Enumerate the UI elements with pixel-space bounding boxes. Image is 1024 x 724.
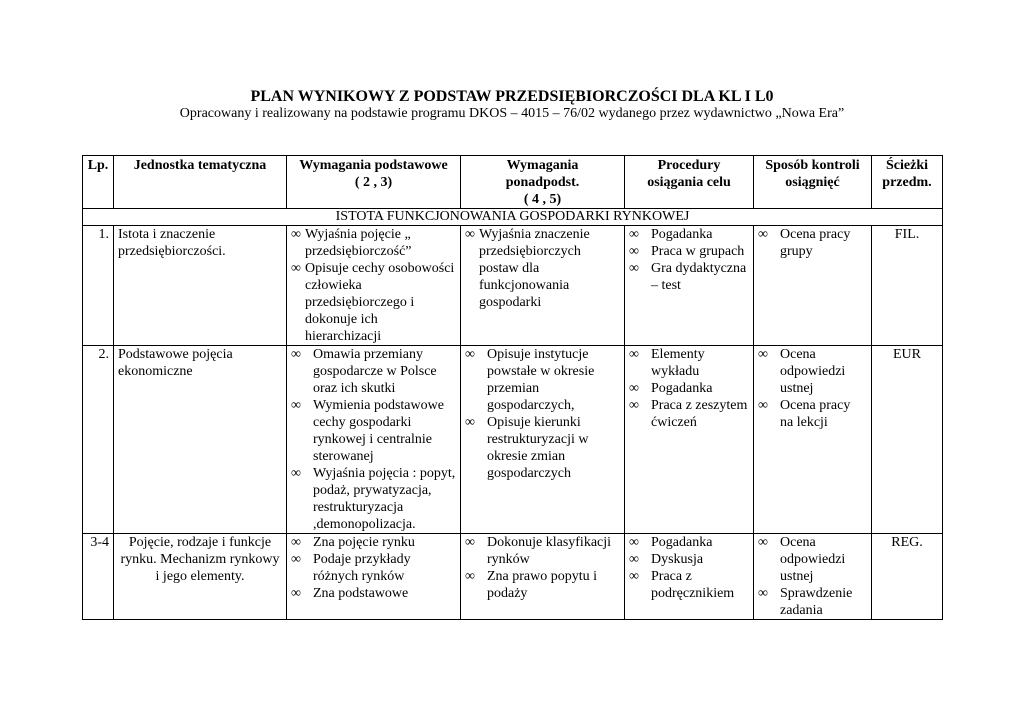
list-item: ∞ Pogadanka [629, 535, 713, 550]
list-item: ∞ Praca z podręcznikiem [629, 569, 735, 601]
infinity-bullet-icon: ∞ [291, 261, 301, 276]
header-row [83, 156, 943, 209]
section-title: ISTOTA FUNKCJONOWANIA GOSPODARKI RYNKOWEJ [83, 209, 943, 226]
row-advanced-requirements [461, 534, 625, 620]
document-subtitle: Opracowany i realizowany na podstawie programu DKOS – 4015 – 76/02 wydanego przez wydawnictwo „Nowa Era” [179, 106, 845, 121]
list-item: ∞ Zna pojęcie rynku [291, 535, 415, 550]
infinity-bullet-icon: ∞ [465, 535, 475, 550]
infinity-bullet-icon: ∞ [291, 227, 301, 242]
list-item: ∞ Gra dydaktyczna – test [629, 261, 747, 293]
infinity-bullet-icon: ∞ [465, 347, 475, 362]
infinity-bullet-icon: ∞ [629, 347, 639, 362]
infinity-bullet-icon: ∞ [629, 227, 639, 242]
plan-table [82, 155, 943, 620]
row-path: EUR [872, 346, 943, 534]
row-control [754, 534, 872, 620]
row-procedures [625, 346, 754, 534]
infinity-bullet-icon: ∞ [465, 415, 475, 430]
list-item: ∞ Praca w grupach [629, 244, 745, 259]
row-topic: Podstawowe pojęcia ekonomiczne [114, 346, 287, 534]
infinity-bullet-icon: ∞ [291, 398, 301, 413]
header-lp: Lp. [83, 156, 114, 209]
infinity-bullet-icon: ∞ [629, 244, 639, 259]
table-row [83, 534, 943, 620]
row-basic-requirements [287, 534, 461, 620]
header-control: Sposób kontroli osiągnięć [754, 156, 872, 209]
header-basic-requirements: Wymagania podstawowe ( 2 , 3) [287, 156, 461, 209]
header-paths: Ścieżki przedm. [872, 156, 943, 209]
list-item: ∞ Ocena pracy na lekcji [758, 398, 851, 430]
row-procedures [625, 226, 754, 346]
list-item: ∞ Ocena odpowiedzi ustnej [758, 535, 846, 584]
row-lp: 1. [83, 226, 114, 346]
row-path: FIL. [872, 226, 943, 346]
infinity-bullet-icon: ∞ [758, 398, 768, 413]
row-advanced-requirements [461, 346, 625, 534]
row-advanced-requirements [461, 226, 625, 346]
row-path: REG. [872, 534, 943, 620]
list-item: ∞ Podaje przykłady różnych rynków [291, 552, 411, 584]
list-item: ∞ Zna prawo popytu i podaży [465, 569, 598, 601]
list-item: ∞ Ocena odpowiedzi ustnej [758, 347, 846, 396]
list-item: ∞ Opisuje cechy osobowości człowieka przedsiębiorczego i dokonuje ich hierarchizacji [291, 261, 455, 344]
infinity-bullet-icon: ∞ [465, 227, 475, 242]
infinity-bullet-icon: ∞ [758, 347, 768, 362]
infinity-bullet-icon: ∞ [291, 535, 301, 550]
infinity-bullet-icon: ∞ [758, 586, 768, 601]
list-item: ∞ Wyjaśnia pojęcia : popyt, podaż, prywatyzacja, restrukturyzacja ,demonopolizacja. [291, 466, 456, 532]
infinity-bullet-icon: ∞ [629, 535, 639, 550]
table-row [83, 226, 943, 346]
list-item: ∞ Zna podstawowe [291, 586, 409, 601]
row-procedures [625, 534, 754, 620]
infinity-bullet-icon: ∞ [629, 569, 639, 584]
infinity-bullet-icon: ∞ [629, 261, 639, 276]
infinity-bullet-icon: ∞ [758, 535, 768, 550]
header-procedures: Procedury osiągania celu [625, 156, 754, 209]
document-title: PLAN WYNIKOWY Z PODSTAW PRZEDSIĘBIORCZOŚCI DLA KL I L0 [250, 88, 774, 105]
list-item: ∞ Pogadanka [629, 381, 713, 396]
row-topic: Istota i znaczenie przedsiębiorczości. [114, 226, 287, 346]
infinity-bullet-icon: ∞ [629, 381, 639, 396]
infinity-bullet-icon: ∞ [291, 552, 301, 567]
list-item: ∞ Pogadanka [629, 227, 713, 242]
row-control [754, 226, 872, 346]
list-item: ∞ Sprawdzenie zadania [758, 586, 853, 618]
infinity-bullet-icon: ∞ [291, 466, 301, 481]
header-advanced-requirements: Wymagania ponadpodst. ( 4 , 5) [461, 156, 625, 209]
list-item: ∞ Praca z zeszytem ćwiczeń [629, 398, 748, 430]
table-row [83, 346, 943, 534]
infinity-bullet-icon: ∞ [465, 569, 475, 584]
infinity-bullet-icon: ∞ [629, 398, 639, 413]
row-basic-requirements [287, 226, 461, 346]
row-lp: 3-4 [83, 534, 114, 620]
list-item: ∞ Wyjaśnia pojęcie „ przedsiębiorczość” [291, 227, 412, 259]
row-lp: 2. [83, 346, 114, 534]
infinity-bullet-icon: ∞ [291, 347, 301, 362]
infinity-bullet-icon: ∞ [629, 552, 639, 567]
infinity-bullet-icon: ∞ [291, 586, 301, 601]
list-item: ∞ Wymienia podstawowe cechy gospodarki rynkowej i centralnie sterowanej [291, 398, 444, 464]
list-item: ∞ Wyjaśnia znaczenie przedsiębiorczych postaw dla funkcjonowania gospodarki [465, 227, 590, 310]
list-item: ∞ Omawia przemiany gospodarcze w Polsce oraz ich skutki [291, 347, 437, 396]
row-control [754, 346, 872, 534]
header-topic: Jednostka tematyczna [114, 156, 287, 209]
list-item: ∞ Ocena pracy grupy [758, 227, 851, 259]
row-basic-requirements [287, 346, 461, 534]
infinity-bullet-icon: ∞ [758, 227, 768, 242]
list-item: ∞ Opisuje instytucje powstałe w okresie przemian gospodarczych, [465, 347, 595, 413]
list-item: ∞ Dokonuje klasyfikacji rynków [465, 535, 612, 567]
list-item: ∞ Dyskusja [629, 552, 704, 567]
section-row [83, 209, 943, 226]
row-topic: Pojęcie, rodzaje i funkcje rynku. Mechanizm rynkowy i jego elementy. [114, 534, 287, 620]
list-item: ∞ Opisuje kierunki restrukturyzacji w okresie zmian gospodarczych [465, 415, 589, 481]
list-item: ∞ Elementy wykładu [629, 347, 705, 379]
